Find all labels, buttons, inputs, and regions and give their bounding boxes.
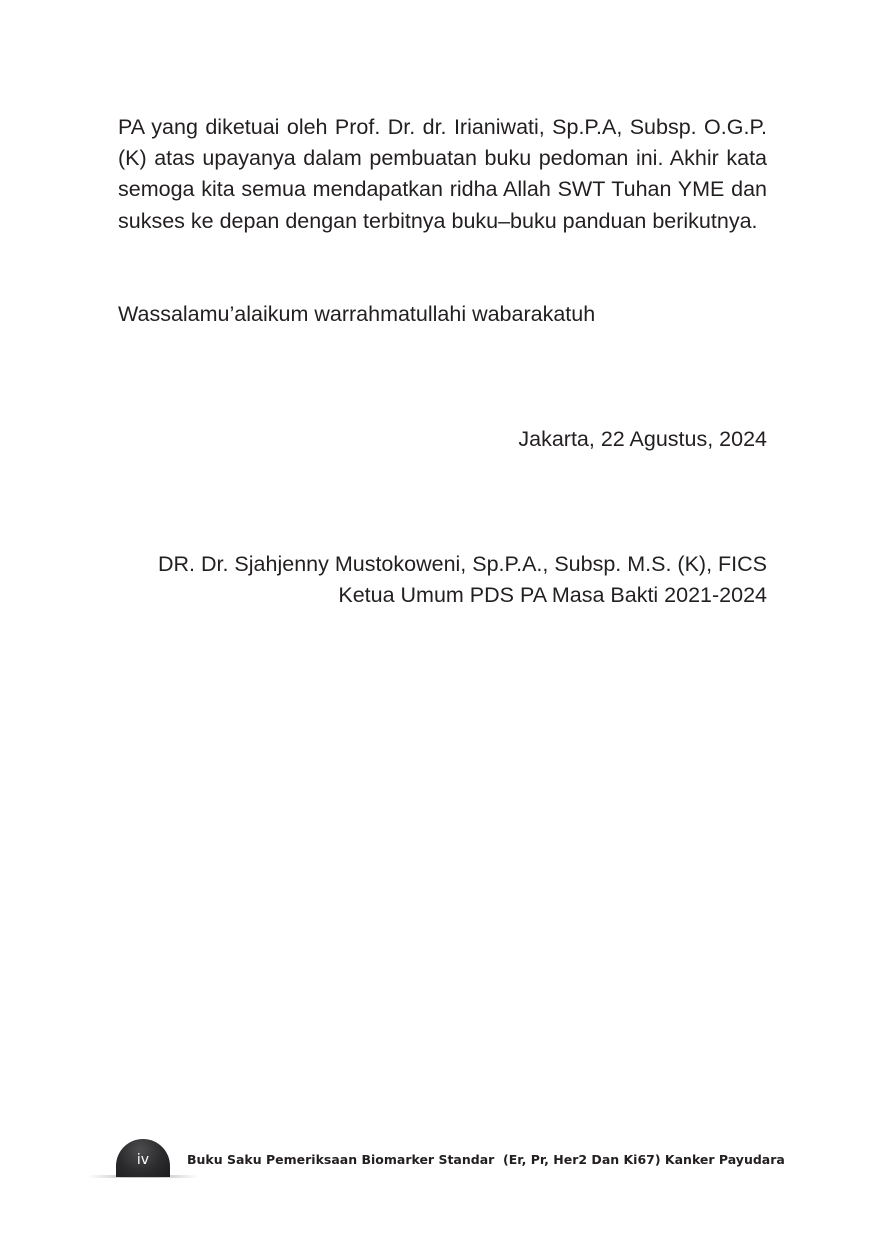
- footer-book-title: Buku Saku Pemeriksaan Biomarker Standar (Er, Pr, Her2 Dan Ki67) Kanker Payudara: [187, 1152, 785, 1167]
- signatory-name: DR. Dr. Sjahjenny Mustokoweni, Sp.P.A., Subsp. M.S. (K), FICS: [157, 552, 767, 576]
- signature-block: [158, 549, 767, 611]
- page-number-badge: [116, 1139, 170, 1177]
- body-paragraph: PA yang diketuai oleh Prof. Dr. dr. Irianiwati, Sp.P.A, Subsp. O.G.P.(K) atas upayanya dalam pembuatan buku pedoman ini. Akhir kata semoga kita semua mendapatkan ridha Allah SWT Tuhan YME dan sukses ke depan dengan terbitnya buku–buku panduan berikutnya.: [118, 115, 767, 233]
- signatory-position: Ketua Umum PDS PA Masa Bakti 2021-2024: [338, 583, 767, 607]
- closing-greeting: Wassalamu’alaikum warrahmatullahi wabarakatuh: [118, 302, 596, 326]
- place-date: Jakarta, 22 Agustus, 2024: [518, 427, 767, 451]
- page-number: iv: [136, 1152, 150, 1168]
